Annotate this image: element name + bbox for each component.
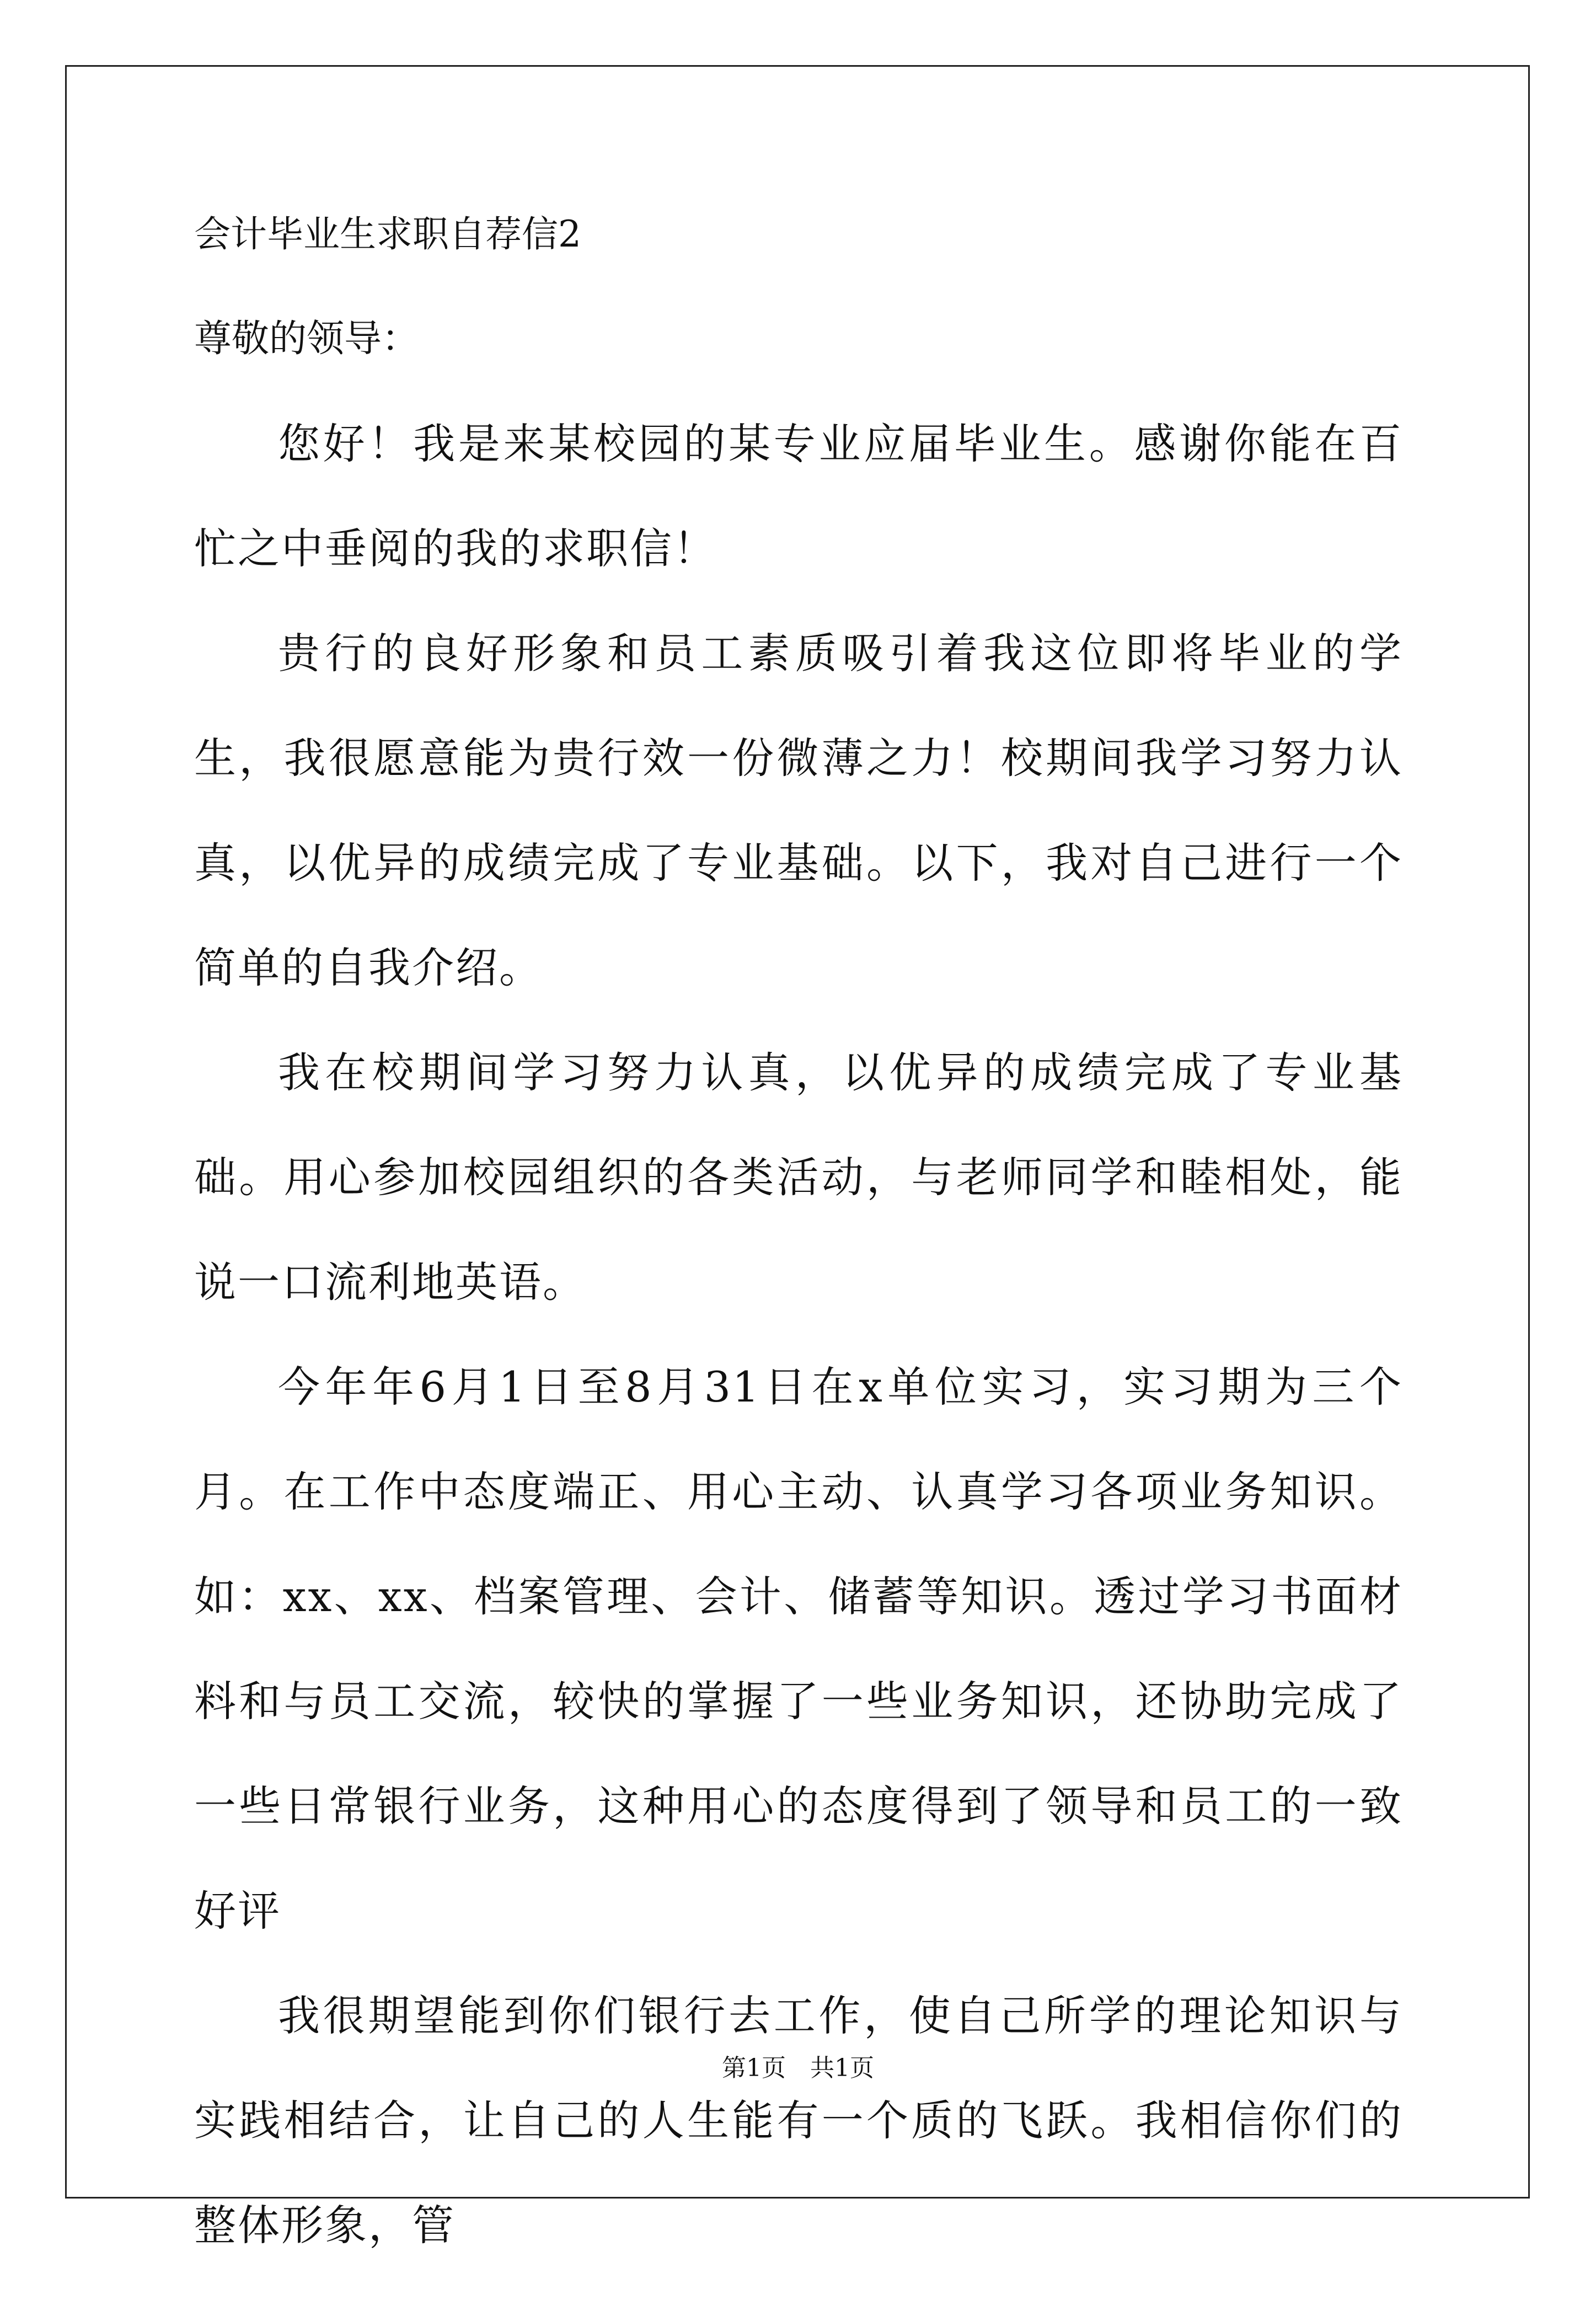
paragraph-2: 贵行的良好形象和员工素质吸引着我这位即将毕业的学生，我很愿意能为贵行效一份微薄之力！校期间我学习努力认真，以优异的成绩完成了专业基础。以下，我对自己进行一个简单的自我介绍。 <box>194 629 1403 992</box>
paragraph-1: 您好！我是来某校园的某专业应届毕业生。感谢你能在百忙之中垂阅的我的求职信！ <box>194 419 1403 573</box>
paragraph-5: 我很期望能到你们银行去工作，使自己所学的理论知识与实践相结合，让自己的人生能有一个质的飞跃。我相信你们的整体形象，管 <box>194 1991 1403 2250</box>
page-footer: 第1页 共1页 <box>722 2054 874 2082</box>
paragraph-3: 我在校期间学习努力认真，以优异的成绩完成了专业基础。用心参加校园组织的各类活动，与老师同学和睦相处，能说一口流利地英语。 <box>194 1048 1403 1307</box>
document-title: 会计毕业生求职自荐信2 <box>194 213 581 255</box>
document-body <box>194 204 1403 2300</box>
salutation: 尊敬的领导： <box>194 317 420 361</box>
paragraph-4: 今年年6月1日至8月31日在x单位实习，实习期为三个月。在工作中态度端正、用心主动、认真学习各项业务知识。如：xx、xx、档案管理、会计、储蓄等知识。透过学习书面材料和与员工交流，较快的掌握了一些业务知识，还协助完成了一些日常银行业务，这种用心的态度得到了领导和员工的一致好评 <box>194 1362 1403 1935</box>
